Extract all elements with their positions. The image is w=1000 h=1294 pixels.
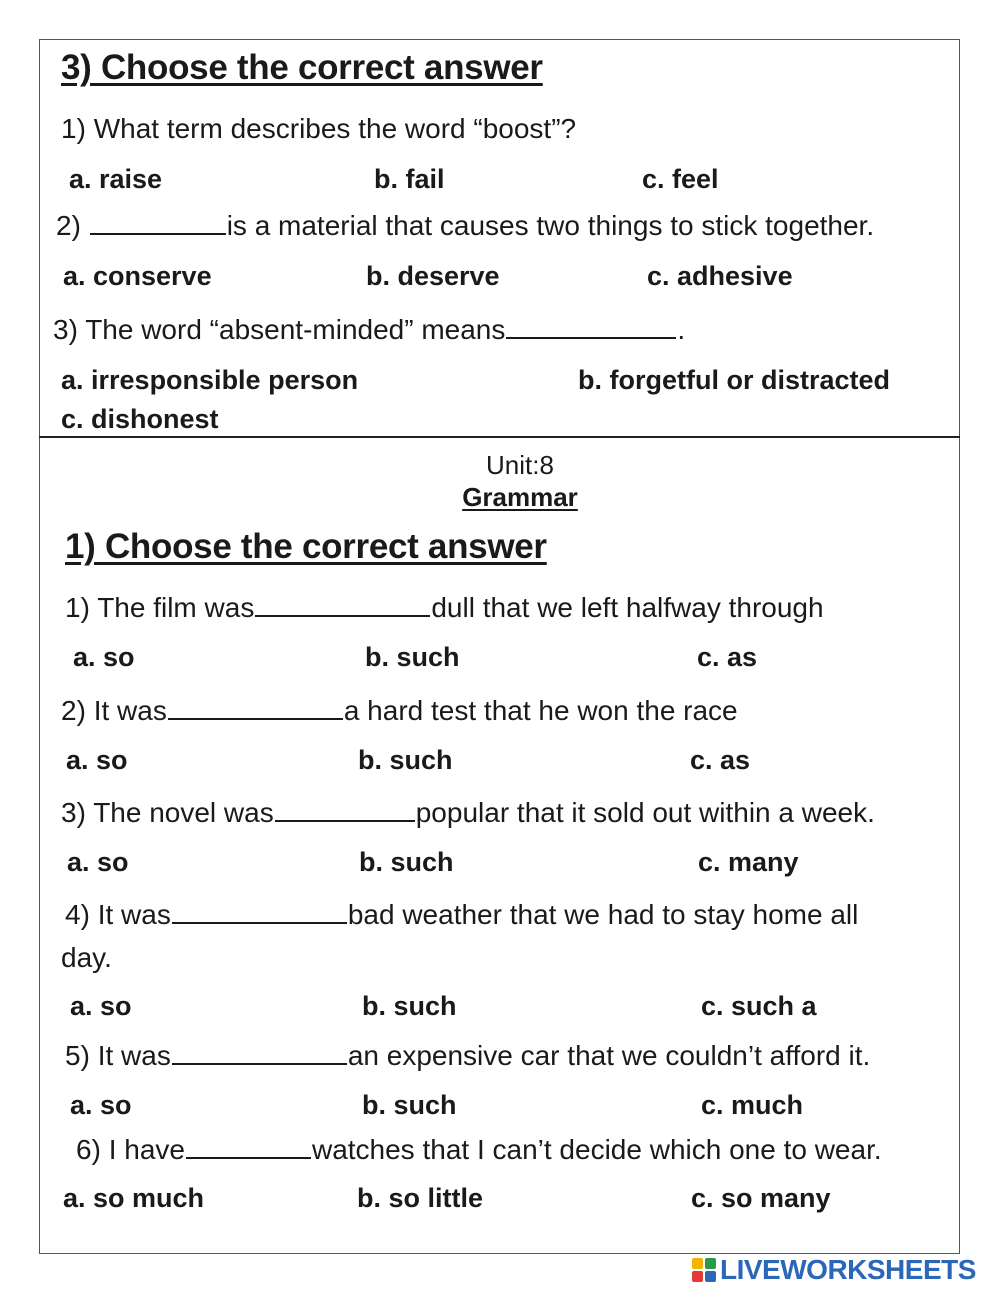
answer-blank[interactable] — [168, 696, 343, 720]
s1-q1-option-b[interactable]: b. fail — [374, 164, 445, 194]
s2-q3-option-c[interactable]: c. many — [698, 847, 799, 877]
s2-question-4-continuation: day. — [61, 942, 112, 973]
question-number: 5) — [65, 1040, 90, 1071]
question-text-end: popular that it sold out within a week. — [415, 797, 875, 828]
s1-q3-option-b[interactable]: b. forgetful or distracted — [578, 365, 891, 395]
question-text-end: bad weather that we had to stay home all — [347, 899, 859, 930]
liveworksheets-logo[interactable] — [692, 1254, 976, 1286]
liveworksheets-icon — [692, 1258, 716, 1282]
question-number: 6) — [76, 1134, 101, 1165]
question-number: 2) — [61, 695, 86, 726]
answer-blank[interactable] — [172, 900, 347, 924]
s2-q6-option-b[interactable]: b. so little — [357, 1183, 484, 1213]
s2-q4-option-c[interactable]: c. such a — [701, 991, 817, 1021]
question-number: 4) — [65, 899, 90, 930]
s2-q5-option-c[interactable]: c. much — [701, 1090, 804, 1120]
s2-q5-option-a[interactable]: a. so — [70, 1090, 132, 1120]
question-text: It was — [97, 1040, 171, 1071]
question-text-end: watches that I can’t decide which one to wear. — [311, 1134, 882, 1165]
s1-q2-option-a[interactable]: a. conserve — [63, 261, 212, 291]
s2-q2-option-c[interactable]: c. as — [690, 745, 751, 775]
s1-q2-option-c[interactable]: c. adhesive — [647, 261, 793, 291]
question-number: 1) — [61, 113, 86, 144]
s2-q6-option-a[interactable]: a. so much — [63, 1183, 205, 1213]
grammar-title: Grammar — [462, 482, 578, 512]
question-text: It was — [93, 695, 167, 726]
section2-heading: 1) Choose the correct answer — [65, 527, 547, 566]
question-number: 3) — [61, 797, 86, 828]
s2-question-4 — [65, 899, 858, 931]
s2-q4-option-b[interactable]: b. such — [362, 991, 457, 1021]
s2-q3-option-a[interactable]: a. so — [67, 847, 129, 877]
s2-q4-option-a[interactable]: a. so — [70, 991, 132, 1021]
answer-blank[interactable] — [90, 211, 226, 235]
s1-question-3 — [53, 314, 685, 346]
question-text: is a material that causes two things to stick together. — [226, 210, 875, 241]
question-text: The novel was — [93, 797, 274, 828]
s2-q5-option-b[interactable]: b. such — [362, 1090, 457, 1120]
question-text-end: dull that we left halfway through — [431, 592, 824, 623]
s2-q3-option-b[interactable]: b. such — [359, 847, 454, 877]
s2-q2-option-b[interactable]: b. such — [358, 745, 453, 775]
question-number: 1) — [65, 592, 90, 623]
question-number: 2) — [56, 210, 81, 241]
answer-blank[interactable] — [255, 593, 430, 617]
question-text-end: . — [677, 314, 686, 345]
question-text: It was — [97, 899, 171, 930]
s2-q1-option-b[interactable]: b. such — [365, 642, 460, 672]
question-text: The film was — [97, 592, 255, 623]
answer-blank[interactable] — [506, 315, 676, 339]
question-text-end: an expensive car that we couldn’t afford it. — [347, 1040, 871, 1071]
question-text: What term describes the word “boost”? — [93, 113, 577, 144]
question-text: The word “absent-minded” means — [85, 314, 506, 345]
s2-question-2 — [61, 695, 738, 727]
s2-q1-option-c[interactable]: c. as — [697, 642, 758, 672]
s2-q6-option-c[interactable]: c. so many — [691, 1183, 831, 1213]
s1-q1-option-a[interactable]: a. raise — [69, 164, 163, 194]
s1-q1-option-c[interactable]: c. feel — [642, 164, 719, 194]
s2-question-1 — [65, 592, 824, 624]
s2-q1-option-a[interactable]: a. so — [73, 642, 135, 672]
section1-heading: 3) Choose the correct answer — [61, 48, 543, 87]
logo-text: LIVEWORKSHEETS — [720, 1254, 976, 1285]
answer-blank[interactable] — [186, 1135, 311, 1159]
s1-q2-option-b[interactable]: b. deserve — [366, 261, 500, 291]
s1-q3-option-c[interactable]: c. dishonest — [61, 404, 219, 434]
s1-question-2 — [56, 210, 874, 242]
s1-question-1 — [61, 113, 576, 145]
s2-question-3 — [61, 797, 875, 829]
question-text-end: a hard test that he won the race — [343, 695, 738, 726]
s2-question-6 — [76, 1134, 882, 1166]
unit-label: Unit:8 — [486, 450, 554, 480]
s2-question-5 — [65, 1040, 870, 1072]
answer-blank[interactable] — [275, 798, 415, 822]
question-number: 3) — [53, 314, 78, 345]
answer-blank[interactable] — [172, 1041, 347, 1065]
section-divider — [39, 436, 960, 438]
s1-q3-option-a[interactable]: a. irresponsible person — [61, 365, 359, 395]
question-text: I have — [108, 1134, 185, 1165]
s2-q2-option-a[interactable]: a. so — [66, 745, 128, 775]
